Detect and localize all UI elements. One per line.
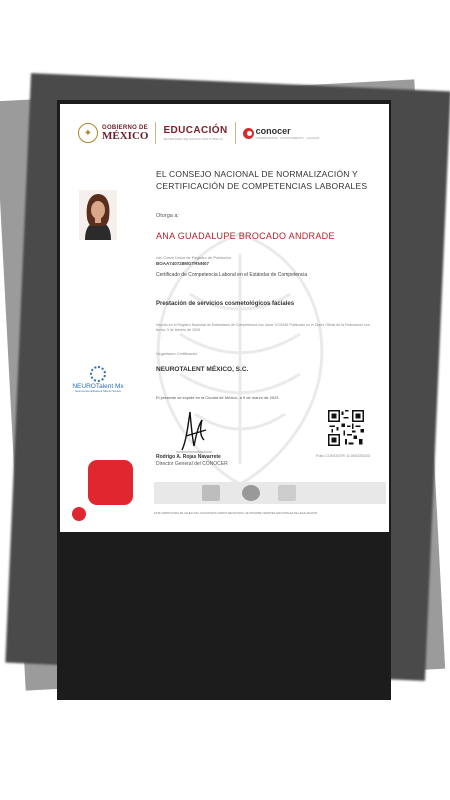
holder-photo: [79, 190, 117, 240]
institution-badge-icon: [278, 485, 296, 501]
gob-top-text: GOBIERNO DE: [102, 124, 148, 131]
certificate: [60, 104, 389, 532]
certificate-description: Certificado de Competencia Laboral en el Estándar de Competencia: [156, 272, 308, 278]
curp-label: con Clave Única de Registro de Población: [156, 255, 231, 260]
national-seal-icon: ✦: [78, 123, 98, 143]
registry-inscription: Inscrito en el Registro Nacional de Estándares de Competencia con clave: EC0046 Publicado en el Diario Oficial de la Federación con fecha: 3 de febrero de 2009: [156, 323, 370, 332]
certificate-header: [78, 120, 377, 146]
signature-icon: [176, 406, 212, 454]
signer-role: Director General del CONOCER: [156, 461, 228, 467]
validity-footer: ESTE CERTIFICADO ES VÁLIDO EN LOS ESTADOS UNIDOS MEXICANOS, SE INSCRIBE TRÁMITES ADICIONALES DE LEGALIZACIÓN: [154, 512, 318, 515]
educacion-logo: [163, 126, 227, 141]
edu-bottom-text: SECRETARÍA DE EDUCACIÓN PÚBLICA: [163, 136, 223, 141]
folio-text: Folio CONOCER: D-000325203: [316, 454, 370, 458]
institution-seal-icon: [242, 485, 260, 501]
otorga-label: Otorga a:: [156, 213, 179, 219]
certifier-name: NEUROTALENT MÉXICO, S.C.: [156, 366, 249, 373]
header-divider: [155, 122, 156, 144]
competency-standard: Prestación de servicios cosmetológicos faciales: [156, 301, 295, 307]
holder-name: ANA GUADALUPE BROCADO ANDRADE: [156, 231, 335, 241]
gob-bottom-text: MÉXICO: [102, 129, 149, 142]
signer-name: Rodrigo A. Rojas Navarrete: [156, 454, 221, 460]
neurotalent-tagline: Neurociencia aplicada al Talento Humano: [74, 390, 122, 393]
person-portrait-icon: [79, 190, 117, 240]
gobierno-mexico-logo: [78, 123, 148, 143]
conocer-bottom-text: COMPETENCIA · CONOCIMIENTO · CALIDAD: [255, 135, 320, 140]
red-decorative-dot: [72, 507, 86, 521]
neurotalent-icon: [90, 366, 106, 382]
conocer-top-text: conocer: [255, 125, 291, 136]
conocer-logo: [243, 127, 320, 140]
neurotalent-name: NEUROTalent Mx: [72, 383, 124, 390]
certifier-label: Organismo Certificador: [156, 351, 198, 356]
curp-value: BOAA740728MGTRNN07: [156, 261, 210, 266]
neurotalent-logo: [72, 366, 124, 393]
edu-top-text: EDUCACIÓN: [163, 124, 228, 136]
expedition-text: El presente se expide en la Ciudad de México, a 9 de marzo de 2023: [156, 395, 279, 400]
red-decorative-square: [88, 460, 133, 505]
header-divider: [235, 122, 236, 144]
qr-code-icon: [328, 410, 364, 446]
institution-logo-strip: [154, 482, 386, 504]
institution-logo-icon: [202, 485, 220, 501]
conocer-icon: [243, 128, 254, 139]
certificate-title: EL CONSEJO NACIONAL DE NORMALIZACIÓN Y CERTIFICACIÓN DE COMPETENCIAS LABORALES: [156, 169, 368, 191]
